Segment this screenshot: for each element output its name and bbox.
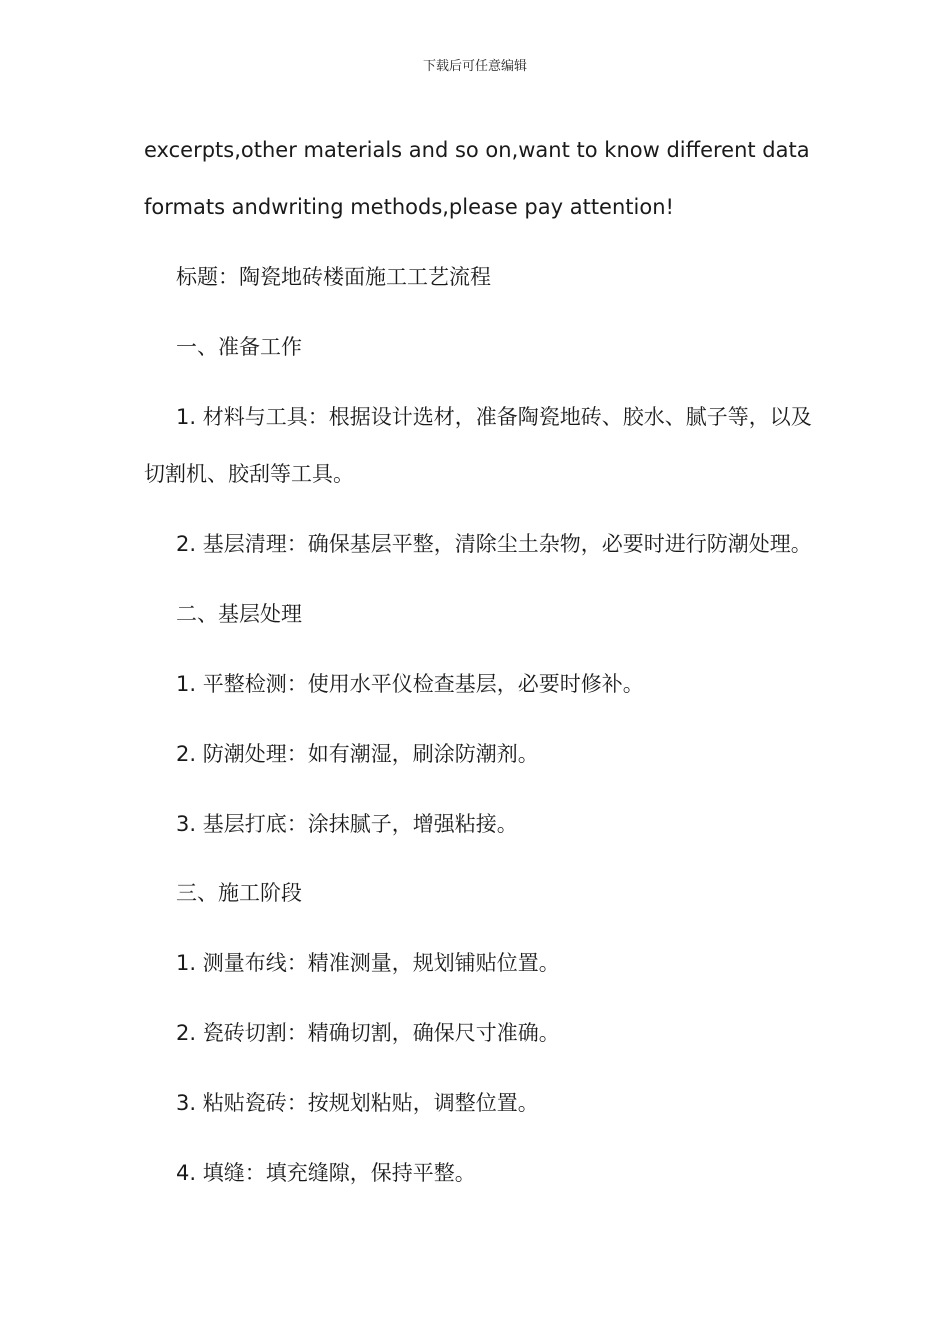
intro-text-line-2: formats andwriting methods,please pay attention!	[144, 195, 674, 219]
list-item-materials-line-1: 1. 材料与工具：根据设计选材，准备陶瓷地砖、胶水、腻子等，以及	[176, 405, 812, 429]
list-item-tile-cutting: 2. 瓷砖切割：精确切割，确保尺寸准确。	[176, 1021, 560, 1045]
list-item-materials-line-2: 切割机、胶刮等工具。	[144, 462, 354, 486]
list-item-flatness-check: 1. 平整检测：使用水平仪检查基层，必要时修补。	[176, 672, 644, 696]
section-heading-construction: 三、施工阶段	[176, 881, 302, 905]
list-item-layout-measuring: 1. 测量布线：精准测量，规划铺贴位置。	[176, 951, 560, 975]
list-item-base-priming: 3. 基层打底：涂抹腻子，增强粘接。	[176, 812, 518, 836]
intro-text-line-1: excerpts,other materials and so on,want to know different data	[144, 138, 810, 162]
list-item-base-cleaning: 2. 基层清理：确保基层平整，清除尘土杂物，必要时进行防潮处理。	[176, 532, 812, 556]
section-heading-base-treatment: 二、基层处理	[176, 602, 302, 626]
list-item-moisture-proofing: 2. 防潮处理：如有潮湿，刷涂防潮剂。	[176, 742, 539, 766]
document-title: 标题：陶瓷地砖楼面施工工艺流程	[176, 265, 491, 289]
section-heading-preparation: 一、准备工作	[176, 335, 302, 359]
list-item-grouting: 4. 填缝：填充缝隙，保持平整。	[176, 1161, 476, 1185]
list-item-tile-laying: 3. 粘贴瓷砖：按规划粘贴，调整位置。	[176, 1091, 539, 1115]
page-header-note: 下载后可任意编辑	[422, 59, 527, 74]
